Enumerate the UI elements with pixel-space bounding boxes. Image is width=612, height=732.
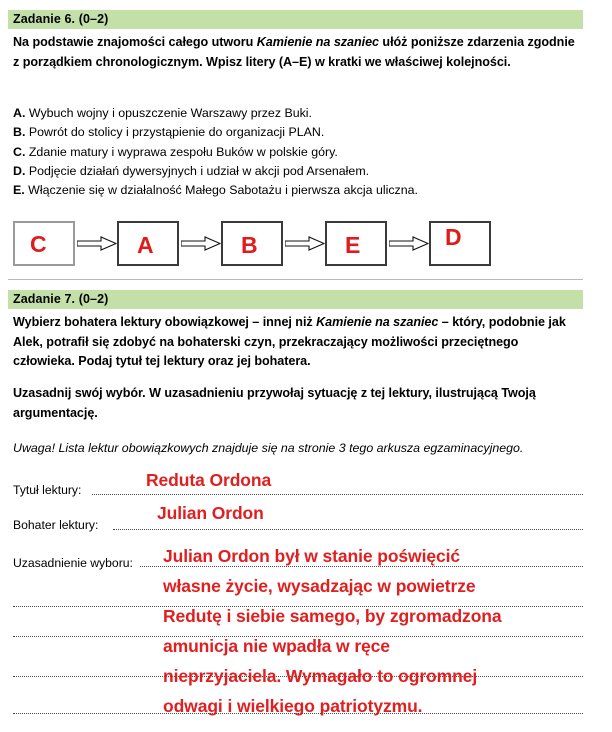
answer-sequence-diagram bbox=[13, 221, 462, 271]
task-6-instruction-line3: kolejności. bbox=[446, 54, 511, 69]
option-marker: D. bbox=[13, 163, 26, 178]
task-divider bbox=[8, 279, 583, 280]
task-7-note: Uwaga! Lista lektur obowiązkowych znajduje się na stronie 3 tego arkusza egzaminacyjnego. bbox=[13, 441, 524, 455]
sequence-answer-letter: D bbox=[445, 224, 462, 250]
task-7-instruction-part2: – który, bbox=[438, 315, 486, 329]
title-answer-text: Reduta Ordona bbox=[146, 470, 272, 490]
hero-answer-text: Julian Ordon bbox=[157, 503, 264, 523]
task-7-instruction-part1: Wybierz bohatera lektury obowiązkowej – innej niż bbox=[13, 315, 317, 329]
justification-answer-text-6: odwagi i wielkiego patriotyzmu. bbox=[163, 696, 423, 716]
title-answer-line[interactable] bbox=[92, 493, 583, 495]
option-marker: C. bbox=[13, 144, 26, 159]
task-7-instruction-second bbox=[13, 384, 583, 423]
task-7-instruction-line2: podobnie jak Alek, potrafił się zdobyć na bohaterski czyn, przekraczający możliwości bbox=[13, 315, 566, 349]
justification-answer-text-5: nieprzyjaciela. Wymagało to ogromnej bbox=[163, 666, 478, 686]
justification-field-label: Uzasadnienie wyboru: bbox=[13, 556, 133, 570]
list-item bbox=[13, 123, 583, 142]
hero-answer-line[interactable] bbox=[113, 528, 583, 530]
title-field-label: Tytuł lektury: bbox=[13, 483, 82, 497]
task-6-header: Zadanie 6. (0–2) bbox=[8, 10, 583, 29]
sequence-box-4[interactable] bbox=[325, 221, 387, 266]
list-item bbox=[13, 104, 583, 123]
option-text: Zdanie matury i wyprawa zespołu Buków w polskie góry. bbox=[28, 144, 338, 159]
list-item bbox=[13, 162, 583, 181]
sequence-answer-letter: B bbox=[241, 232, 258, 258]
option-text: Wybuch wojny i opuszczenie Warszawy przez Buki. bbox=[28, 106, 312, 120]
sequence-answer-letter: C bbox=[30, 231, 47, 257]
option-text: Włączenie się w działalność Małego Sabotażu i pierwsza akcja uliczna. bbox=[28, 183, 418, 198]
task-7-instruction-line4: Uzasadnij swój wybór. W uzasadnieniu przywołaj sytuację z tej lektury, ilustrującą bbox=[13, 386, 498, 400]
justification-answer-text-1: Julian Ordon był w stanie poświęcić bbox=[163, 546, 460, 566]
sequence-box-2[interactable] bbox=[117, 221, 179, 266]
task-7-instruction bbox=[13, 313, 583, 372]
task-6-instruction-part1: Na podstawie znajomości całego utworu bbox=[13, 35, 257, 49]
task-7-header: Zadanie 7. (0–2) bbox=[8, 290, 583, 309]
arrow-right-icon-2 bbox=[181, 236, 221, 251]
sequence-answer-letter: A bbox=[137, 232, 154, 258]
task-7-instruction-line5: Twoją argumentację. bbox=[13, 386, 536, 420]
sequence-box-5[interactable] bbox=[429, 221, 491, 266]
option-marker: E. bbox=[13, 183, 25, 198]
task-6-option-list bbox=[13, 104, 583, 200]
task-6-title-italic: Kamienie na szaniec bbox=[256, 35, 379, 49]
justification-answer-text-2: własne życie, wysadzając w powietrze bbox=[163, 576, 476, 596]
hero-field-label: Bohater lektury: bbox=[13, 518, 99, 532]
arrow-right-icon-4 bbox=[389, 236, 429, 251]
arrow-right-icon-1 bbox=[77, 236, 117, 251]
arrow-right-icon-3 bbox=[285, 236, 325, 251]
task-7-title-italic: Kamienie na szaniec bbox=[316, 315, 439, 329]
option-marker: A. bbox=[13, 106, 26, 120]
option-marker: B. bbox=[13, 125, 26, 140]
task-7-instruction-line3: przeciętnego człowieka. Podaj tytuł tej lektury oraz jej bohatera. bbox=[13, 334, 519, 368]
list-item bbox=[13, 181, 583, 200]
sequence-answer-letter: E bbox=[345, 232, 361, 258]
task-6-instruction-part2: ułóż poniższe zdarzenia bbox=[378, 35, 525, 49]
sequence-box-3[interactable] bbox=[221, 221, 283, 266]
justification-answer-text-4: amunicja nie wpadła w ręce bbox=[163, 636, 390, 656]
option-text: Powrót do stolicy i przystąpienie do organizacji PLAN. bbox=[28, 125, 325, 140]
sequence-box-1[interactable] bbox=[13, 221, 75, 266]
list-item bbox=[13, 143, 583, 162]
task-6-instruction bbox=[13, 33, 583, 72]
justification-answer-text-3: Redutę i siebie samego, by zgromadzona bbox=[163, 606, 502, 626]
task-6-instruction-line2: zgodnie z porządkiem chronologicznym. Wpisz litery (A–E) w kratki we właściwej bbox=[13, 35, 575, 69]
option-text: Podjęcie działań dywersyjnych i udział w akcji pod Arsenałem. bbox=[28, 163, 370, 178]
